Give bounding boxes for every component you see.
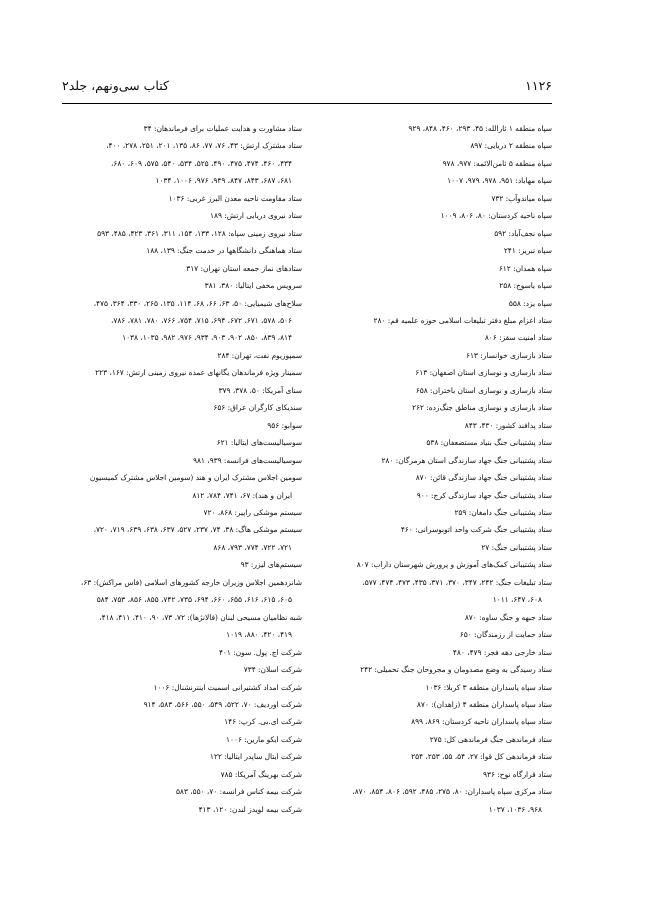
page-header xyxy=(62,78,552,98)
index-entry: سپاه ناحیه کردستان: ۸۰، ۸۰۶، ۱۰۰۹ xyxy=(440,211,552,221)
index-entry: شبه نظامیان مسیحی لبنان (فالانژها): ۷۲، ۷۳، ۹۰، ۴۱۰، ۴۱۱، ۴۱۸، xyxy=(99,612,302,622)
index-entry: ستاد سپاه پاسداران منطقه ۴ (زاهدان): ۸۷۰ xyxy=(416,699,552,709)
index-entry: ستاد پشتیبانی جنگ جهاد سازندگی قائن: ۸۷۰ xyxy=(415,473,552,483)
index-entry: شرکت اچ. پول. سون: ۴۰۱ xyxy=(218,647,302,657)
index-entry: ستاد سپاه پاسداران منطقه ۳ کربلا: ۱۰۳۶ xyxy=(425,682,552,692)
index-entry: ستاد فرماندهی جنگ فرماندهی کل: ۲۷۵ xyxy=(429,734,552,744)
index-entry: ستاد پشتیبانی جنگ: ۲۷ xyxy=(481,542,552,552)
index-entry: شرکت ای.بی. کرپ: ۱۴۶ xyxy=(224,717,302,727)
index-entry: سوسیالیست‌های فرانسه: ۹۳۹، ۹۸۱ xyxy=(192,455,302,465)
index-entry: ستاد بازسازی و نوسازی استان باختران: ۶۵۸ xyxy=(415,385,552,395)
index-entry: ستاد بازسازی و نوسازی استان اصفهان: ۶۱۳ xyxy=(415,368,552,378)
index-entry: ستاد امنیت سقز: ۸۰۶ xyxy=(484,333,552,343)
index-entry: ستاد رسیدگی به وضع مصدومان و مجروحان جنگ تحمیلی: ۲۴۲ xyxy=(360,665,552,675)
index-entry: شرکت بهرینگ آمریکا: ۷۸۵ xyxy=(220,769,302,779)
index-entry-continuation: ۶۸۱، ۶۸۷، ۸۴۳، ۸۴۷، ۹۴۹، ۹۷۶، ۱۰۰۶، ۱۰۳۴ xyxy=(155,176,292,186)
index-entry: سمینار ویژه فرماندهان یگانهای عمده نیروی زمینی ارتش: ۱۶۷، ۲۲۳ xyxy=(95,368,302,378)
index-column-left xyxy=(62,120,302,818)
index-entry: ستاد حمایت از رزمندگان: ۶۵۰ xyxy=(459,630,552,640)
index-entry: ستاد بازسازی و نوسازی مناطق جنگ‌زده: ۲۶۲ xyxy=(411,403,552,413)
index-entry: شرکت ایتال ساپدر ایتالیا: ۱۲۲ xyxy=(209,752,302,762)
index-entry: سپاه منطقه ۵ ثامن‌الائمه: ۹۷۷، ۹۷۸ xyxy=(442,158,552,168)
index-entry: شرکت اسلان: ۷۳۴ xyxy=(243,665,302,675)
index-entry: سپاه تبریز: ۲۴۱ xyxy=(503,246,552,256)
index-entry: ستاد سپاه پاسداران ناحیه کردستان: ۸۶۹، ۸۹۹ xyxy=(411,717,552,727)
index-entry: ستاد جبهه و جنگ ساوه: ۸۷۰ xyxy=(464,612,552,622)
index-entry-continuation: ۷۲۱، ۷۲۲، ۷۷۴، ۷۹۳، ۸۶۸ xyxy=(213,542,292,552)
index-entry: سپاه میاندوآب: ۷۳۲ xyxy=(491,193,552,203)
index-entry: ستاد مرکزی سپاه پاسداران: ۸۰، ۲۷۵، ۴۸۵، ۵۹۲، ۸۰۶، ۸۵۴، ۸۷۰، xyxy=(352,787,552,797)
index-entry: سپاه یزد: ۵۵۸ xyxy=(508,298,552,308)
index-entry-continuation: ۸۱۴، ۸۳۹، ۸۵۰، ۹۰۲، ۹۰۳، ۹۳۴، ۹۷۶، ۹۸۲، ۱۰۳۵، ۱۰۳۸ xyxy=(122,333,292,343)
index-entry: ستاد پشتیبانی جنگ بنیاد مستضعفان: ۵۳۸ xyxy=(426,438,552,448)
index-entry: شانزدهمین اجلاس وزیران خارجه کشورهای اسلامی (فاس مراکش): ۶۳، xyxy=(80,577,302,587)
index-entry: شرکت امداد کشتیرانی اسمیت اینترنشنال: ۱۰۰۶ xyxy=(153,682,302,692)
index-entry: ستاد اعزام مبلغ دفتر تبلیغات اسلامی حوزه علمیه قم: ۲۸۰ xyxy=(373,315,552,325)
index-entry: سوابو: ۹۵۶ xyxy=(267,420,302,430)
index-entry: سپاه منطقه ۱ ثارالله: ۴۵، ۲۹۳، ۴۶۰، ۸۴۸، ۹۲۹ xyxy=(408,124,552,133)
index-entry: شرکت اوردیف: ۷۰، ۵۲۲، ۵۴۹، ۵۵۰، ۵۶۶، ۵۸۳، ۹۱۴ xyxy=(143,699,302,709)
index-entry: شرکت ایکو مارین: ۱۰۰۶ xyxy=(226,734,302,744)
index-entry-continuation: ۴۳۴، ۴۶۰، ۴۷۴، ۴۷۵، ۴۹۰، ۵۲۵، ۵۳۴، ۵۴۰، ۵۷۵، ۶۰۹، ۶۸۰، xyxy=(110,158,292,168)
index-entry: ستاد پشتیبانی کمک‌های آموزش و پرورش شهرستان داراب: ۸۰۷ xyxy=(356,560,552,570)
index-column-right xyxy=(312,120,552,818)
index-entry: سلاح‌های شیمیایی: ۵۰، ۶۳، ۶۶، ۶۸، ۱۱۴، ۱۳۵، ۲۶۵، ۳۳۰، ۳۶۴، ۴۷۵، xyxy=(93,298,302,308)
index-entry: سنای آمریکا: ۵۰، ۳۷۸، ۳۷۹ xyxy=(218,385,302,395)
index-entry: سیستم‌های لیزر: ۹۳ xyxy=(240,560,302,570)
index-entry: سوسیالیست‌های ایتالیا: ۶۲۱ xyxy=(216,438,302,448)
index-entry: ستاد پشتیبانی جنگ جهاد سازندگی کرج: ۹۰۰ xyxy=(416,490,552,500)
index-entry: ستاد پشتیبانی جنگ جهاد سازندگی استان هرمزگان: ۲۸۰ xyxy=(381,455,552,465)
index-entry: ستاد پشتیبانی جنگ دامغان: ۲۵۹ xyxy=(454,507,552,517)
index-entry-continuation: ۶۰۵، ۶۱۵، ۶۱۶، ۶۵۵، ۶۶۰، ۶۹۴، ۷۳۵، ۷۴۲، ۸۵۵، ۸۵۶، ۷۵۳، ۵۸۴ xyxy=(96,595,292,605)
index-entry-continuation: ۹۶۸، ۱۰۳۶، ۱۰۳۷ xyxy=(488,804,542,814)
index-entry: ستاد فرماندهی کل قوا: ۲۷، ۵۴، ۵۵، ۲۵۳، ۲۵۴ xyxy=(411,752,552,762)
index-entry: ستاد بازسازی خوانسار: ۶۱۳ xyxy=(465,350,552,360)
index-entry-continuation: ایران و هند): ۶۷، ۷۴۱، ۷۸۴، ۸۱۲ xyxy=(192,490,292,500)
page-number: ۱۱۲۶ xyxy=(525,78,552,93)
index-entry: ستاد مقاومت ناحیه معدن البرز غربی: ۱۰۳۶ xyxy=(168,193,302,203)
index-entry: سمپوزیوم نفت، تهران: ۲۸۴ xyxy=(217,350,302,360)
running-title: کتاب سی‌ونهم، جلد۲ xyxy=(62,78,169,93)
index-entry: شرکت بیمه کناس فرانسه: ۷۰، ۵۵۰، ۵۸۳ xyxy=(175,787,302,797)
index-entry: ستاد پدافند کشور: ۴۳۰، ۸۴۳ xyxy=(464,420,552,430)
index-entry: سومین اجلاس مشترک ایران و هند (سومین اجلاس مشترک کمیسیون xyxy=(89,473,302,483)
index-entry: ستاد نیروی زمینی سپاه: ۱۲۸، ۱۳۳، ۱۵۴، ۳۱۱، ۳۶۱، ۴۲۳، ۴۸۵، ۵۹۳ xyxy=(97,228,302,238)
index-entry-continuation: ۵۰۶، ۵۷۸، ۶۷۱، ۶۷۲، ۶۹۴، ۷۱۵، ۷۵۴، ۷۶۶، ۷۸۰، ۷۸۱، ۷۸۶، xyxy=(110,315,292,325)
index-entry: سپاه یاسوج: ۲۵۸ xyxy=(499,281,552,291)
index-entry: سپاه همدان: ۶۱۲ xyxy=(498,263,552,273)
index-entry: ستادهای نماز جمعه استان تهران: ۳۱۷ xyxy=(186,263,302,273)
index-entry: سرویس مخفی ایتالیا: ۳۸۰، ۳۸۱ xyxy=(204,281,302,291)
index-entry: سندیکای کارگران عراق: ۶۵۶ xyxy=(213,403,302,413)
index-entry: سیستم موشکی هاگ: ۳۸، ۷۴، ۲۳۷، ۵۲۷، ۶۳۷، ۶۳۸، ۶۳۹، ۷۱۹، ۷۲۰، xyxy=(93,525,302,535)
index-entry: سپاه نجف‌آباد: ۵۹۲ xyxy=(494,228,552,238)
index-entry-continuation: ۶۰۸، ۶۴۷، ۱۰۱۱ xyxy=(492,595,542,605)
index-entry: ستاد قرارگاه نوح: ۹۳۶ xyxy=(483,769,552,779)
index-entry: سپاه منطقه ۲ دریایی: ۸۹۷ xyxy=(470,141,552,151)
index-entry: ستاد مشاورت و هدایت عملیات برای فرماندهان: ۳۴ xyxy=(143,124,302,133)
header-rule xyxy=(62,103,552,104)
index-entry: سیستم موشکی راپیر: ۸۶۸، ۷۲۰ xyxy=(203,507,302,517)
index-entry-continuation: ۴۱۹، ۴۲۰، ۸۸۰، ۱۰۱۹ xyxy=(226,630,292,640)
index-entry: سپاه مهاباد: ۹۵۱، ۹۷۸، ۹۷۹، ۱۰۰۷ xyxy=(447,176,552,186)
index-entry: ستاد خارجی دهه فجر: ۴۷۹، ۴۸۰ xyxy=(452,647,552,657)
index-entry: ستاد پشتیبانی جنگ شرکت واحد اتوبوسرانی: ۴۶۰ xyxy=(400,525,552,535)
index-entry: ستاد نیروی دریایی ارتش: ۱۸۹ xyxy=(210,211,302,221)
index-entry: شرکت بیمه لویدز لندن: ۱۲۰، ۴۱۳ xyxy=(198,804,302,814)
index-entry: ستاد تبلیغات جنگ: ۲۴۲، ۳۴۷، ۳۷۰، ۳۷۱، ۴۳۵، ۴۷۳، ۴۷۴، ۵۷۷، xyxy=(362,577,552,587)
index-entry: ستاد مشترک ارتش: ۴۳، ۷۶، ۷۷، ۸۶، ۱۳۵، ۲۰۱، ۲۵۱، ۲۷۸، ۴۰۰، xyxy=(106,141,302,151)
index-entry: ستاد هماهنگی دانشگاهها در خدمت جنگ: ۱۳۹، ۱۸۸ xyxy=(146,246,302,256)
